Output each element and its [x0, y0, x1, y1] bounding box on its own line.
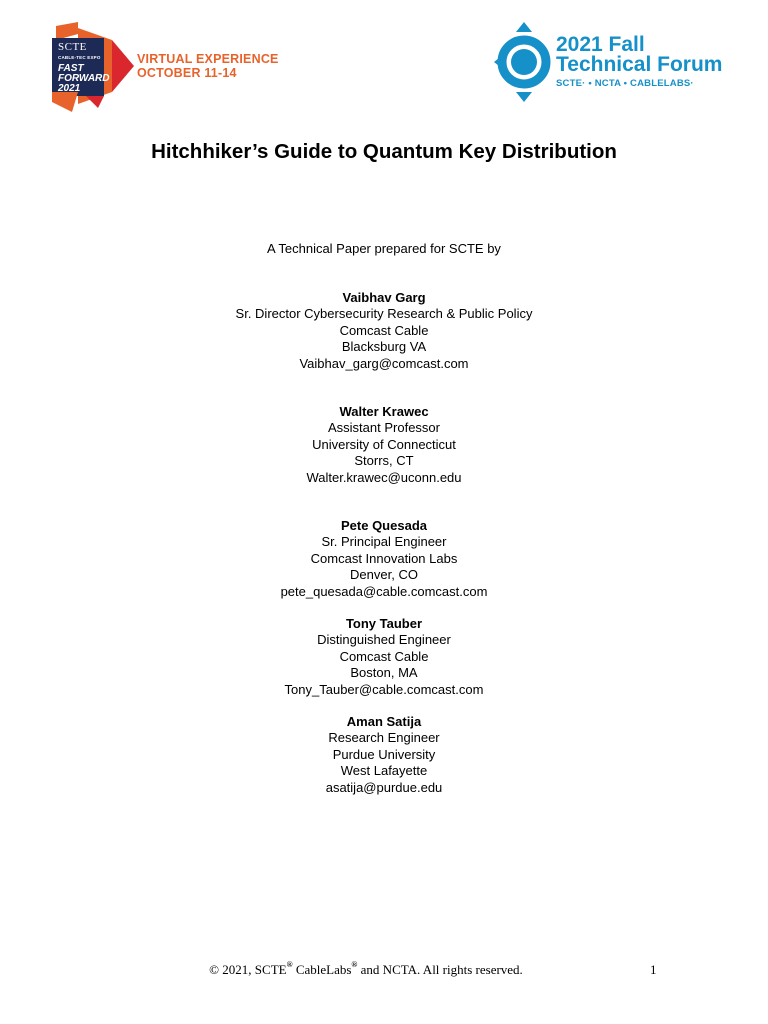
forum-logo-line1: 2021 Fall	[556, 33, 645, 56]
copyright-text-start: © 2021, SCTE	[209, 962, 287, 977]
paper-subtitle: A Technical Paper prepared for SCTE by	[267, 241, 501, 256]
author-organization: Comcast Innovation Labs	[310, 550, 458, 566]
author-name: Aman Satija	[346, 714, 422, 729]
author-role: Distinguished Engineer	[317, 632, 451, 648]
page-number: 1	[650, 962, 657, 977]
technical-forum-logo	[494, 22, 723, 102]
forum-logo-line2: Technical Forum	[556, 53, 723, 76]
registered-mark: ®	[286, 960, 293, 969]
author-role: Sr. Principal Engineer	[321, 534, 447, 550]
page-header	[0, 0, 768, 120]
author-block	[0, 290, 768, 372]
cable-tec-expo-logo	[52, 22, 142, 112]
registered-mark: ®	[351, 960, 358, 969]
author-location: Denver, CO	[350, 567, 418, 583]
author-email: Tony_Tauber@cable.comcast.com	[284, 681, 484, 697]
author-block	[0, 404, 768, 486]
author-role: Assistant Professor	[328, 420, 440, 436]
author-role: Sr. Director Cybersecurity Research & Public Policy	[235, 306, 533, 322]
author-block	[0, 518, 768, 600]
logo-text-scte: SCTE	[58, 41, 87, 53]
author-name: Pete Quesada	[341, 518, 427, 533]
technical-forum-logo-graphic	[494, 22, 554, 102]
virtual-experience-text	[137, 52, 279, 80]
author-organization: Purdue University	[332, 746, 436, 762]
author-block	[0, 714, 768, 796]
forum-logo-partners: SCTE· • NCTA • CABLELABS·	[556, 78, 694, 89]
author-email: pete_quesada@cable.comcast.com	[280, 583, 488, 599]
author-organization: Comcast Cable	[339, 322, 429, 338]
author-email: asatija@purdue.edu	[325, 779, 443, 795]
copyright-text-middle: CableLabs	[292, 962, 352, 977]
logo-text-year: 2021	[58, 83, 81, 94]
author-name: Vaibhav Garg	[342, 290, 426, 305]
author-location: Boston, MA	[350, 665, 418, 681]
author-name: Tony Tauber	[345, 616, 423, 631]
author-block	[0, 616, 768, 698]
event-dates-line: OCTOBER 11-14	[137, 66, 237, 80]
logo-text-expo: CABLE-TEC EXPO	[58, 55, 101, 60]
author-email: Vaibhav_garg@comcast.com	[299, 355, 469, 371]
logo-text-fast: FAST	[58, 63, 84, 74]
author-name: Walter Krawec	[339, 404, 429, 419]
paper-title: Hitchhiker’s Guide to Quantum Key Distribution	[151, 140, 617, 163]
copyright-text-end: and NCTA. All rights reserved.	[357, 962, 523, 977]
author-location: Storrs, CT	[354, 453, 414, 469]
copyright-notice	[0, 962, 732, 978]
author-organization: Comcast Cable	[339, 648, 429, 664]
author-role: Research Engineer	[328, 730, 440, 746]
page-footer	[0, 962, 768, 980]
author-organization: University of Connecticut	[312, 436, 456, 452]
author-email: Walter.krawec@uconn.edu	[306, 469, 462, 485]
author-location: West Lafayette	[340, 763, 428, 779]
logo-text-forward: FORWARD	[58, 73, 110, 84]
virtual-experience-line: VIRTUAL EXPERIENCE	[137, 52, 279, 66]
author-location: Blacksburg VA	[341, 339, 427, 355]
